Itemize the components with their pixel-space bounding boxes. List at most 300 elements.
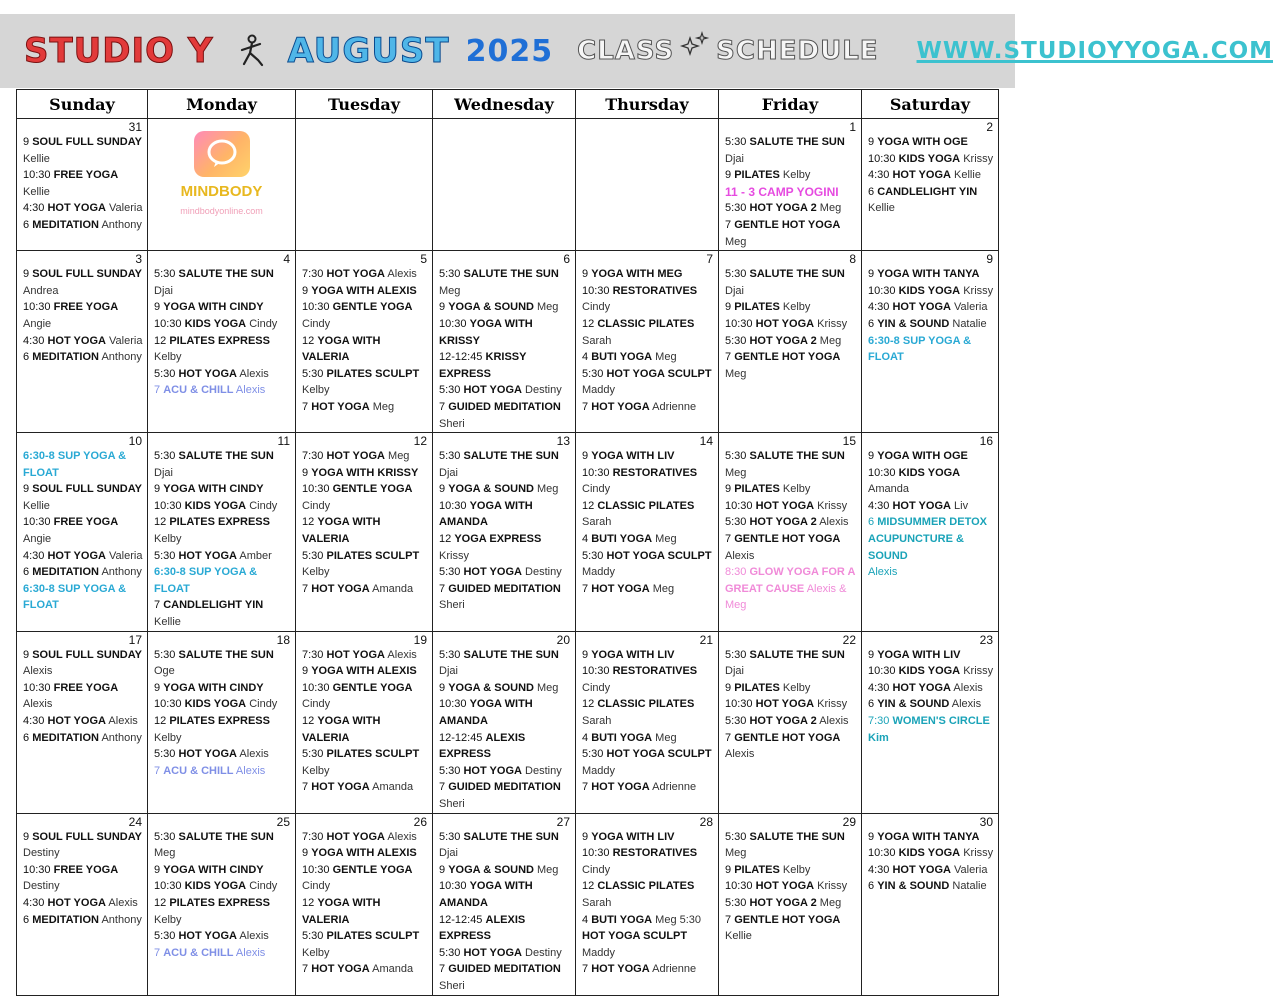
class-name: PILATES EXPRESS bbox=[169, 516, 270, 529]
class-name: SOUL FULL SUNDAY bbox=[32, 268, 142, 281]
class-time: 10:30 bbox=[725, 499, 753, 512]
class-entry bbox=[582, 399, 716, 416]
class-entry bbox=[23, 448, 145, 481]
class-instructor: Sarah bbox=[582, 334, 612, 347]
class-time: 10:30 bbox=[439, 880, 467, 893]
class-name: RESTORATIVES bbox=[612, 284, 698, 297]
class-time: 6 bbox=[868, 317, 875, 330]
class-time: 4:30 bbox=[23, 334, 45, 347]
class-list bbox=[576, 814, 718, 978]
class-name: HOT YOGA bbox=[892, 863, 951, 876]
class-entry bbox=[582, 961, 716, 978]
class-name: YOGA WITH ALEXIS bbox=[311, 284, 417, 297]
class-entry bbox=[154, 382, 293, 399]
class-instructor: Kellie bbox=[23, 152, 50, 165]
class-time: 10:30 bbox=[154, 317, 182, 330]
day-cell bbox=[862, 251, 999, 433]
class-entry bbox=[725, 217, 859, 250]
class-instructor: Destiny bbox=[23, 847, 60, 860]
class-instructor: Sarah bbox=[582, 715, 612, 727]
class-list bbox=[296, 632, 432, 796]
class-time: 10:30 bbox=[439, 499, 467, 512]
class-entry bbox=[23, 548, 145, 565]
class-instructor: Adrienne bbox=[652, 400, 697, 413]
class-name: SOUL FULL SUNDAY bbox=[32, 483, 142, 496]
class-time: 6:30-8 bbox=[23, 582, 55, 595]
day-cell bbox=[576, 251, 719, 433]
class-instructor: Amanda bbox=[372, 781, 414, 794]
class-instructor: Djai bbox=[725, 152, 744, 165]
class-time: 10:30 bbox=[23, 681, 51, 694]
class-entry bbox=[302, 481, 430, 514]
class-entry bbox=[23, 349, 145, 366]
year-title: 2025 bbox=[465, 33, 554, 69]
class-time: 4 bbox=[582, 533, 589, 546]
weekday-header: Tuesday bbox=[296, 90, 433, 119]
class-time: 5:30 bbox=[439, 384, 461, 397]
class-name: GUIDED MEDITATION bbox=[448, 582, 561, 595]
class-entry bbox=[23, 829, 145, 862]
class-entry bbox=[302, 514, 430, 547]
class-entry bbox=[725, 167, 859, 184]
class-entry bbox=[582, 316, 716, 349]
class-time: 12 bbox=[154, 334, 167, 347]
weekday-header: Friday bbox=[719, 90, 862, 119]
class-time: 5:30 bbox=[725, 516, 747, 529]
class-entry bbox=[868, 167, 996, 184]
day-number: 13 bbox=[556, 434, 570, 449]
class-name: YOGA WITH LIV bbox=[591, 830, 675, 843]
day-number: 2 bbox=[986, 120, 993, 134]
class-time: 5:30 bbox=[439, 566, 461, 579]
class-entry bbox=[725, 448, 859, 481]
class-instructor: Kelby bbox=[782, 863, 811, 876]
class-instructor: Kellie bbox=[725, 930, 752, 943]
class-time: 5:30 bbox=[302, 549, 324, 562]
class-entry bbox=[439, 316, 573, 349]
class-entry bbox=[725, 713, 859, 730]
class-name: MEDITATION bbox=[32, 218, 99, 231]
class-entry bbox=[23, 730, 145, 747]
class-instructor: Valeria bbox=[109, 202, 143, 215]
class-list bbox=[433, 119, 575, 134]
class-name: HOT YOGA bbox=[178, 748, 237, 761]
class-name: SALUTE THE SUN bbox=[463, 830, 559, 843]
class-list bbox=[719, 433, 861, 614]
class-name: SALUTE THE SUN bbox=[749, 450, 845, 463]
class-name: HOT YOGA bbox=[591, 781, 650, 794]
class-time: 7 bbox=[582, 582, 589, 595]
class-instructor: Kellie bbox=[154, 616, 181, 629]
class-name: PILATES bbox=[734, 681, 780, 694]
class-entry bbox=[868, 184, 996, 217]
class-name: YOGA WITH AMANDA bbox=[439, 698, 533, 727]
class-entry bbox=[439, 399, 573, 432]
class-instructor: Cindy bbox=[302, 698, 331, 711]
class-time: 7 bbox=[154, 599, 161, 612]
class-instructor: Meg bbox=[819, 202, 842, 215]
day-number: 20 bbox=[556, 632, 570, 647]
class-time: 4:30 bbox=[868, 301, 890, 314]
class-instructor: Sheri bbox=[439, 797, 465, 810]
class-entry bbox=[582, 366, 716, 399]
class-time: 9 bbox=[725, 863, 732, 876]
class-instructor: Alexis bbox=[725, 549, 755, 562]
day-number: 12 bbox=[413, 434, 427, 449]
class-time: 7 bbox=[439, 781, 446, 794]
class-entry bbox=[23, 862, 145, 895]
class-name: MIDSUMMER DETOX ACUPUNCTURE & SOUND bbox=[868, 516, 987, 562]
class-time: 10:30 bbox=[302, 863, 330, 876]
schedule-header bbox=[0, 14, 1273, 88]
class-instructor: Meg bbox=[388, 450, 410, 463]
day-cell bbox=[296, 119, 433, 251]
class-time: 9 bbox=[23, 830, 30, 843]
class-entry bbox=[302, 299, 430, 332]
class-entry bbox=[23, 912, 145, 929]
class-time: 9 bbox=[302, 284, 309, 297]
class-name: SOUL FULL SUNDAY bbox=[32, 648, 142, 661]
class-name: YOGA WITH VALERIA bbox=[302, 896, 381, 926]
class-entry bbox=[154, 647, 293, 680]
class-time: 10:30 bbox=[868, 847, 896, 860]
class-list bbox=[17, 119, 147, 234]
class-time: 12 bbox=[302, 334, 315, 347]
class-instructor: Alexis bbox=[387, 830, 417, 843]
class-entry bbox=[582, 779, 716, 796]
class-name: SALUTE THE SUN bbox=[749, 136, 845, 148]
class-time: 6 bbox=[23, 566, 30, 579]
day-cell bbox=[576, 433, 719, 632]
class-time: 5:30 bbox=[582, 367, 604, 380]
class-entry bbox=[439, 564, 573, 581]
mindbody-logo[interactable] bbox=[148, 119, 295, 216]
class-instructor: Cindy bbox=[249, 317, 278, 330]
class-instructor: Meg bbox=[655, 533, 677, 546]
class-time: 7 bbox=[154, 384, 161, 397]
class-name: HOT YOGA bbox=[311, 400, 370, 413]
class-entry bbox=[302, 283, 430, 300]
class-time: 6 bbox=[868, 698, 875, 711]
class-instructor: Maddy bbox=[582, 946, 616, 959]
class-time: 6 bbox=[23, 913, 30, 926]
class-entry bbox=[439, 730, 573, 763]
class-entry bbox=[302, 713, 430, 746]
day-number: 10 bbox=[128, 434, 142, 449]
day-number: 1 bbox=[849, 120, 856, 134]
class-entry bbox=[582, 448, 716, 465]
day-number: 30 bbox=[979, 814, 993, 829]
class-entry bbox=[154, 498, 293, 515]
class-entry bbox=[868, 680, 996, 697]
class-time: 4 bbox=[582, 913, 589, 926]
class-time: 9 bbox=[302, 466, 309, 479]
class-name: HOT YOGA 2 bbox=[749, 715, 817, 727]
class-name: HOT YOGA SCULPT bbox=[606, 367, 712, 380]
class-entry bbox=[23, 514, 145, 547]
class-time: 9 bbox=[439, 863, 446, 876]
class-name: HOT YOGA bbox=[892, 681, 951, 694]
class-name: KRISSY EXPRESS bbox=[439, 351, 527, 380]
class-instructor: Destiny bbox=[525, 764, 562, 777]
class-instructor: Kellie bbox=[23, 185, 50, 198]
class-time: 7 bbox=[302, 582, 309, 595]
class-instructor: Alexis bbox=[108, 896, 138, 909]
class-entry bbox=[725, 912, 859, 945]
class-entry bbox=[302, 663, 430, 680]
class-entry bbox=[582, 845, 716, 878]
class-entry bbox=[154, 829, 293, 862]
day-cell bbox=[296, 631, 433, 813]
class-name: HOT YOGA bbox=[326, 268, 385, 281]
class-name: RESTORATIVES bbox=[612, 847, 698, 860]
class-name: BUTI YOGA bbox=[591, 913, 653, 926]
class-time: 10:30 bbox=[302, 681, 330, 694]
class-name: HOT YOGA 2 bbox=[749, 202, 817, 215]
class-name: HOT YOGA SCULPT bbox=[606, 549, 712, 562]
class-instructor: Meg bbox=[655, 351, 677, 364]
class-name: YOGA WITH AMANDA bbox=[439, 880, 533, 909]
class-instructor: Alexis bbox=[725, 748, 755, 761]
class-entry bbox=[23, 266, 145, 299]
class-entry bbox=[23, 167, 145, 200]
class-time: 12 bbox=[302, 715, 315, 727]
class-name: YOGA WITH LIV bbox=[877, 648, 961, 661]
day-cell bbox=[576, 631, 719, 813]
class-instructor: Meg bbox=[652, 582, 675, 595]
class-list bbox=[576, 433, 718, 597]
day-cell bbox=[17, 433, 148, 632]
class-entry bbox=[439, 912, 573, 945]
class-instructor: Alexis bbox=[23, 665, 53, 678]
class-entry bbox=[154, 333, 293, 366]
class-entry bbox=[582, 663, 716, 696]
class-instructor: Destiny bbox=[23, 880, 60, 893]
class-name: YOGA WITH CINDY bbox=[163, 301, 264, 314]
class-entry bbox=[302, 548, 430, 581]
class-time: 10:30 bbox=[302, 483, 330, 496]
class-time: 9 bbox=[23, 136, 30, 148]
class-time: 5:30 bbox=[439, 648, 461, 661]
class-instructor: Alexis bbox=[235, 384, 266, 397]
day-number: 3 bbox=[135, 252, 142, 267]
class-name: KIDS YOGA bbox=[184, 317, 247, 330]
class-list bbox=[148, 251, 295, 399]
class-time: 5:30 bbox=[725, 715, 747, 727]
class-entry bbox=[302, 862, 430, 895]
class-time: 12 bbox=[154, 896, 167, 909]
class-name: HOT YOGA bbox=[591, 963, 650, 976]
class-name: HOT YOGA bbox=[463, 384, 522, 397]
day-number: 22 bbox=[842, 632, 856, 647]
weekday-header: Sunday bbox=[17, 90, 148, 119]
class-time: 9 bbox=[725, 483, 732, 496]
class-name: HOT YOGA 2 bbox=[749, 896, 817, 909]
class-instructor: Alexis bbox=[387, 648, 417, 661]
class-time: 7:30 bbox=[302, 830, 324, 843]
day-cell bbox=[148, 813, 296, 995]
class-name: HOT YOGA bbox=[892, 301, 951, 314]
class-name: HOT YOGA bbox=[463, 946, 522, 959]
class-list bbox=[148, 433, 295, 631]
class-name: SALUTE THE SUN bbox=[178, 450, 274, 463]
class-name: MEDITATION bbox=[32, 731, 99, 744]
class-name: PILATES SCULPT bbox=[326, 930, 420, 943]
week-row bbox=[17, 631, 999, 813]
class-time: 7 bbox=[725, 351, 732, 364]
class-entry bbox=[868, 266, 996, 283]
class-time: 10:30 bbox=[302, 301, 330, 314]
class-instructor: Alexis bbox=[953, 681, 983, 694]
schedule-word: SCHEDULE bbox=[716, 36, 879, 66]
class-name: YOGA WITH VALERIA bbox=[302, 334, 381, 364]
class-time: 5:30 bbox=[439, 450, 461, 463]
class-instructor: Cindy bbox=[249, 880, 278, 893]
class-instructor: Djai bbox=[154, 284, 173, 297]
class-time: 4:30 bbox=[23, 715, 45, 727]
class-list bbox=[433, 433, 575, 614]
day-number: 26 bbox=[413, 814, 427, 829]
class-instructor: Cindy bbox=[302, 499, 331, 512]
class-time: 5:30 bbox=[439, 764, 461, 777]
class-time: 4:30 bbox=[868, 863, 890, 876]
class-time: 10:30 bbox=[868, 665, 896, 678]
class-name: BUTI YOGA bbox=[591, 731, 653, 744]
class-entry bbox=[868, 663, 996, 680]
class-time: 5:30 bbox=[154, 367, 176, 380]
class-instructor: Krissy bbox=[963, 665, 994, 678]
class-name: YOGA WITH OGE bbox=[877, 136, 968, 148]
class-instructor: Djai bbox=[154, 466, 173, 479]
day-cell bbox=[296, 433, 433, 632]
class-entry bbox=[582, 266, 716, 283]
class-name: YOGA WITH TANYA bbox=[877, 830, 980, 843]
class-instructor: Alexis bbox=[108, 715, 138, 727]
class-instructor: Destiny bbox=[525, 946, 562, 959]
month-title: AUGUST bbox=[287, 31, 450, 71]
class-name: YOGA WITH CINDY bbox=[163, 483, 264, 496]
class-instructor: Cindy bbox=[249, 698, 278, 711]
class-instructor: Kelby bbox=[782, 681, 811, 694]
class-name: YOGA WITH VALERIA bbox=[302, 715, 381, 744]
class-name: BUTI YOGA bbox=[591, 351, 653, 364]
class-name: GUIDED MEDITATION bbox=[448, 400, 561, 413]
day-cell bbox=[148, 433, 296, 632]
class-time: 5:30 bbox=[302, 930, 324, 943]
class-time: 10:30 bbox=[154, 880, 182, 893]
class-entry bbox=[23, 299, 145, 332]
class-time: 9 bbox=[868, 450, 875, 463]
week-row bbox=[17, 813, 999, 995]
day-number: 14 bbox=[699, 434, 713, 449]
class-name: CLASSIC PILATES bbox=[597, 499, 695, 512]
class-time: 5:30 bbox=[725, 136, 747, 148]
class-entry bbox=[725, 895, 859, 912]
day-cell bbox=[433, 251, 576, 433]
class-entry bbox=[439, 498, 573, 531]
class-instructor: Kelby bbox=[782, 169, 811, 182]
class-name: YOGA WITH OGE bbox=[877, 450, 968, 463]
class-name: KIDS YOGA bbox=[898, 284, 961, 297]
class-instructor: Alexis bbox=[387, 268, 417, 281]
class-name: GENTLE HOT YOGA bbox=[734, 913, 841, 926]
class-name: GENTLE HOT YOGA bbox=[734, 533, 841, 546]
class-time: 5:30 bbox=[725, 830, 747, 843]
website-link[interactable]: WWW.STUDIOYYOGA.COM bbox=[916, 38, 1273, 64]
class-time: 6:30-8 bbox=[23, 450, 55, 463]
class-instructor: Krissy bbox=[817, 698, 848, 711]
class-entry bbox=[154, 945, 293, 962]
class-time: 4 bbox=[582, 731, 589, 744]
class-name: HOT YOGA bbox=[178, 367, 237, 380]
class-time: 7:30 bbox=[302, 648, 324, 661]
class-entry bbox=[725, 531, 859, 564]
class-entry bbox=[439, 878, 573, 911]
class-time: 10:30 bbox=[154, 499, 182, 512]
class-instructor: Krissy bbox=[817, 317, 848, 330]
class-time: 5:30 bbox=[154, 648, 176, 661]
class-time: 9 bbox=[154, 863, 161, 876]
class-instructor: Kelby bbox=[154, 731, 182, 744]
weekday-header: Saturday bbox=[862, 90, 999, 119]
class-name: FREE YOGA bbox=[53, 863, 119, 876]
class-name: GENTLE HOT YOGA bbox=[734, 218, 841, 231]
class-instructor: Destiny bbox=[525, 384, 562, 397]
class-name: YOGA WITH VALERIA bbox=[302, 516, 381, 546]
day-cell bbox=[862, 119, 999, 251]
weekday-header: Monday bbox=[148, 90, 296, 119]
class-entry bbox=[154, 746, 293, 763]
class-name: HOT YOGA bbox=[326, 450, 385, 463]
class-time: 12 bbox=[582, 317, 595, 330]
class-entry bbox=[868, 878, 996, 895]
class-time: 7 bbox=[725, 218, 732, 231]
class-instructor: Maddy bbox=[582, 384, 616, 397]
class-time: 5:30 bbox=[154, 830, 176, 843]
class-name: ACU & CHILL bbox=[163, 764, 234, 777]
class-entry bbox=[868, 151, 996, 168]
class-entry bbox=[154, 895, 293, 928]
class-instructor: Djai bbox=[725, 284, 744, 297]
class-entry bbox=[725, 829, 859, 862]
class-instructor: Kelby bbox=[302, 946, 330, 959]
class-time: 5:30 bbox=[439, 946, 461, 959]
class-entry bbox=[302, 647, 430, 664]
class-time: 6 bbox=[868, 516, 875, 529]
class-entry bbox=[439, 779, 573, 812]
class-instructor: Krissy bbox=[963, 152, 994, 165]
class-instructor: Alexis bbox=[235, 764, 266, 777]
class-entry bbox=[154, 266, 293, 299]
class-list bbox=[433, 632, 575, 813]
class-name: GENTLE YOGA bbox=[332, 483, 413, 496]
class-name: GENTLE YOGA bbox=[332, 301, 413, 314]
class-name: YOGA WITH TANYA bbox=[877, 268, 980, 281]
class-time: 5:30 bbox=[582, 549, 604, 562]
class-name: HOT YOGA bbox=[463, 566, 522, 579]
class-time: 7 bbox=[302, 400, 309, 413]
class-entry bbox=[868, 283, 996, 300]
class-entry bbox=[154, 696, 293, 713]
class-time: 10:30 bbox=[582, 284, 610, 297]
class-list bbox=[862, 814, 998, 895]
class-time: 4:30 bbox=[868, 499, 890, 512]
class-time: 10:30 bbox=[868, 152, 896, 165]
class-instructor: Valeria bbox=[954, 301, 988, 314]
class-time: 5:30 bbox=[154, 268, 176, 281]
class-instructor: Liv bbox=[954, 499, 969, 512]
class-entry bbox=[23, 481, 145, 514]
